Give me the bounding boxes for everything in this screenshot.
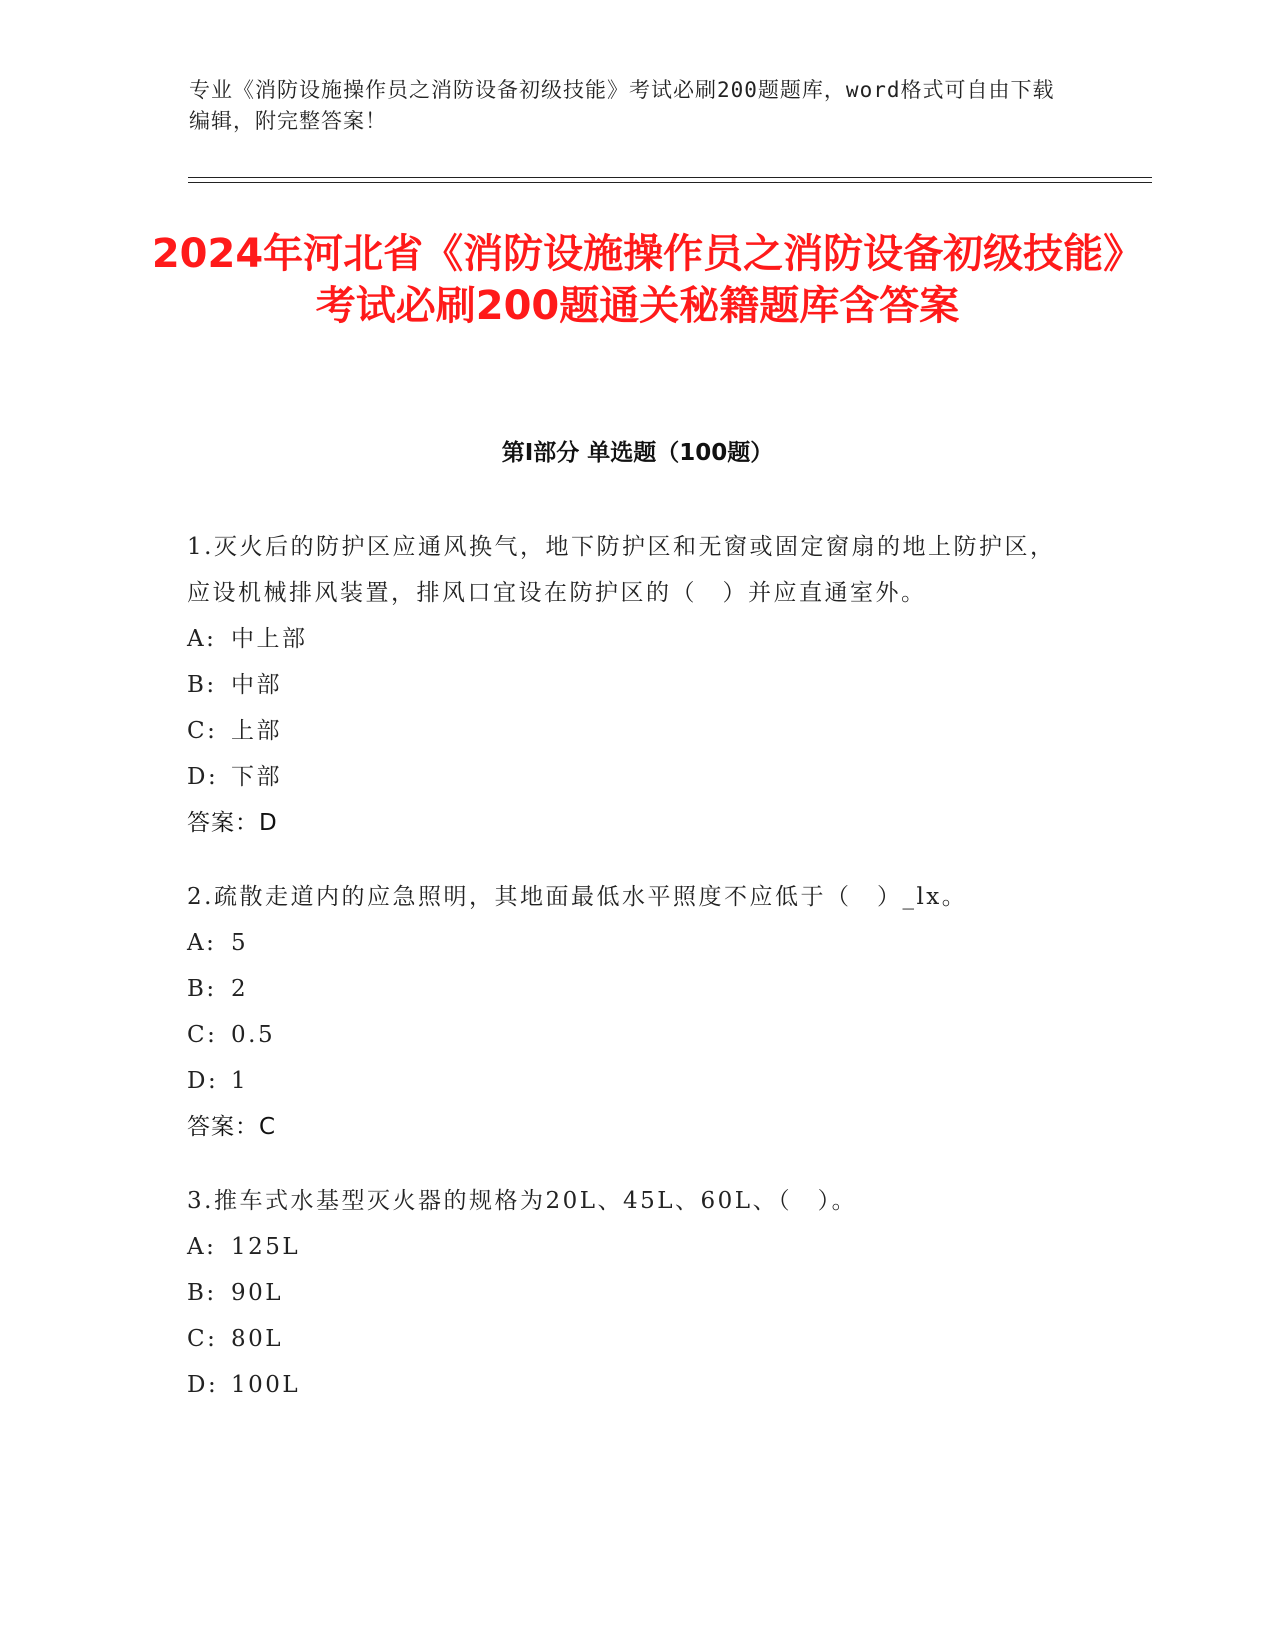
option-text: 中上部	[231, 626, 308, 652]
question-stem: 2.疏散走道内的应急照明，其地面最低水平照度不应低于（ ）_lx。	[187, 884, 968, 910]
document-title: 2024年河北省《消防设施操作员之消防设备初级技能》考试必刷200题通关秘籍题库含答案	[151, 231, 1124, 329]
option-b	[187, 966, 1067, 1012]
option-a	[187, 920, 1067, 966]
option-letter: D:	[187, 764, 219, 790]
option-text: 下部	[231, 764, 282, 790]
option-letter: A:	[187, 930, 217, 956]
option-letter: B:	[187, 672, 217, 698]
option-letter: D:	[187, 1372, 219, 1398]
option-b	[187, 662, 1067, 708]
option-letter: C:	[187, 1326, 218, 1352]
answer-line: 答案：D	[187, 810, 278, 836]
option-letter: A:	[187, 1234, 217, 1260]
question-2	[187, 874, 1067, 1150]
option-text: 1	[231, 1068, 249, 1094]
option-c	[187, 1316, 1067, 1362]
option-text: 125L	[231, 1234, 301, 1260]
option-letter: C:	[187, 1022, 218, 1048]
question-list	[187, 524, 1067, 1436]
option-letter: B:	[187, 976, 217, 1002]
option-c	[187, 1012, 1067, 1058]
option-letter: D:	[187, 1068, 219, 1094]
option-text: 90L	[231, 1280, 284, 1306]
option-letter: B:	[187, 1280, 217, 1306]
question-3	[187, 1178, 1067, 1408]
option-d	[187, 1058, 1067, 1104]
question-stem: 1.灭火后的防护区应通风换气，地下防护区和无窗或固定窗扇的地上防护区，应设机械排风装置，排风口宜设在防护区的（ ）并应直通室外。	[187, 534, 1056, 606]
section-heading: 第I部分 单选题（100题）	[501, 440, 774, 466]
question-stem: 3.推车式水基型灭火器的规格为20L、45L、60L、（ ）。	[187, 1188, 858, 1214]
option-text: 中部	[231, 672, 282, 698]
option-text: 上部	[231, 718, 282, 744]
option-b	[187, 1270, 1067, 1316]
question-1	[187, 524, 1067, 846]
header-note: 专业《消防设施操作员之消防设备初级技能》考试必刷200题题库，word格式可自由下载编辑，附完整答案！	[189, 78, 1055, 133]
option-letter: C:	[187, 718, 218, 744]
option-text: 100L	[231, 1372, 301, 1398]
header-divider-bottom	[188, 182, 1152, 183]
option-text: 2	[231, 976, 249, 1002]
option-text: 5	[231, 930, 249, 956]
header-divider-top	[188, 177, 1152, 178]
option-a	[187, 1224, 1067, 1270]
option-text: 80L	[231, 1326, 284, 1352]
option-text: 0.5	[231, 1022, 276, 1048]
option-letter: A:	[187, 626, 217, 652]
option-c	[187, 708, 1067, 754]
option-d	[187, 754, 1067, 800]
option-d	[187, 1362, 1067, 1408]
option-a	[187, 616, 1067, 662]
answer-line: 答案：C	[187, 1114, 277, 1140]
